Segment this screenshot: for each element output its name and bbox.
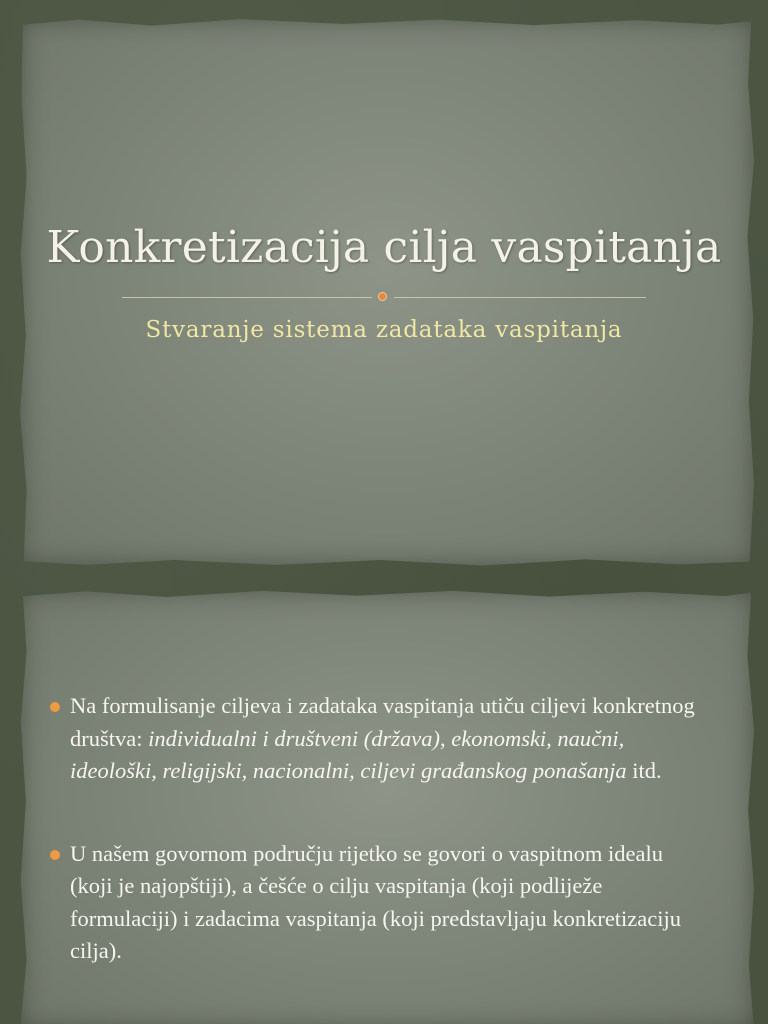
slide-title: Konkretizacija cilja vaspitanja [46,222,722,273]
bullet-1-italic-text: individualni i društveni (država), ekonomski, naučni, ideološki, religijski, nacionalni, ciljevi građanskog ponašanja [70,725,627,783]
divider-dot-icon [378,292,387,301]
bullet-item-1 [48,690,708,788]
slide-title-card [20,18,754,566]
divider-line-right [394,297,646,298]
bullet-item-2 [48,838,708,968]
bullet-1-text-end: itd. [626,758,662,783]
bullet-list [48,690,708,1018]
bullet-2-text: U našem govornom području rijetko se govori o vaspitnom idealu (koji je najopštiji), a češće o cilju vaspitanja (koji podliježe formulaciji) i zadacima vaspitanja (koji predstavljaju konkretizaciju cilja). [70,840,682,963]
slide-subtitle: Stvaranje sistema zadataka vaspitanja [145,317,623,343]
bullet-1-text: Na formulisanje ciljeva i zadataka vaspitanja utiču ciljevi konkretnog društva: [70,693,695,751]
divider-line-left [122,297,372,298]
bullet-dot-icon [50,702,60,712]
bullet-dot-icon [50,850,60,860]
